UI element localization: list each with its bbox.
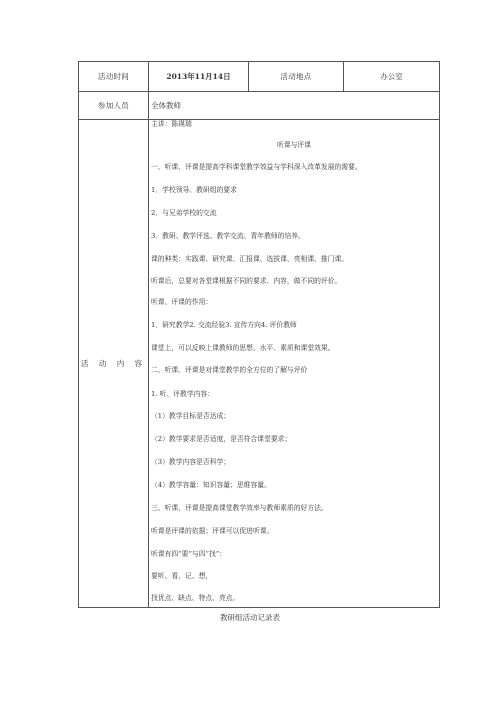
time-label: 活动时间 [79, 62, 149, 92]
participants-label: 参加人员 [79, 92, 149, 120]
place-label: 活动地点 [249, 62, 344, 92]
content-line: 找优点、缺点、特点、亮点。 [151, 594, 240, 602]
content-line: 听课有四“要”与四“找”： [151, 550, 227, 558]
row-time-place [79, 62, 440, 92]
row-participants [79, 92, 440, 120]
content-line: 一、听课、评课是提高学科课堂教学效益与学科深入改革发展的需要。 [151, 163, 362, 171]
content-line: 听课、评课的作用： [151, 298, 213, 306]
content-line: 1．学校领导、教研组的要求 [151, 186, 237, 194]
content-line: 课的种类：实践课、研究课、汇报课、选拔课、亮相课、推门课。 [151, 255, 349, 263]
content-line: 听课是评课的依据；评课可以促进听课。 [151, 527, 274, 535]
content-line: 二、听课、评课是对课堂教学的全方位的了解与评价 [151, 366, 308, 374]
content-line: 要听、看、记、想， [151, 572, 213, 580]
content-line: 1．研究教学2. 交流经验3. 宣传方向4. 评价教师 [151, 321, 297, 329]
content-line: （4）教学容量：知识容量；思维容量。 [151, 481, 271, 489]
participants-value: 全体教师 [149, 92, 440, 120]
content-line: 主讲：陈瑛瑞 [151, 120, 192, 128]
content-line: （1）教学目标是否达成； [151, 412, 231, 420]
place-value: 办公室 [344, 62, 440, 92]
activity-record-table [78, 61, 440, 608]
content-line: 听课后，总要对各堂课根据不同的要求、内容，做不同的评价。 [151, 277, 342, 285]
content-line: 2．与兄弟学校的交流 [151, 209, 217, 217]
content-line: 3．教研、教学评选、教学交流、青年教师的培养。 [151, 232, 305, 240]
time-value: 2013年11月14日 [149, 62, 249, 92]
content-line: 1. 听、评教学内容： [151, 390, 215, 398]
content-cell [149, 120, 440, 608]
content-label: 活 动 内 容 [79, 120, 149, 608]
row-content [79, 120, 440, 608]
content-line: （2）教学要求是否适度，是否符合课堂要求； [151, 435, 292, 443]
content-line: 三、听课、评课是提高课堂教学效率与教师素质的好方法。 [151, 504, 328, 512]
content-line: （3）教学内容是否科学； [151, 458, 231, 466]
footer-caption: 教研组活动记录表 [220, 613, 280, 622]
content-line: 课堂上，可以反映上课教师的思想、水平、素质和课堂效果。 [151, 344, 335, 352]
content-body [149, 120, 439, 607]
content-title: 听课与评课 [277, 141, 311, 149]
